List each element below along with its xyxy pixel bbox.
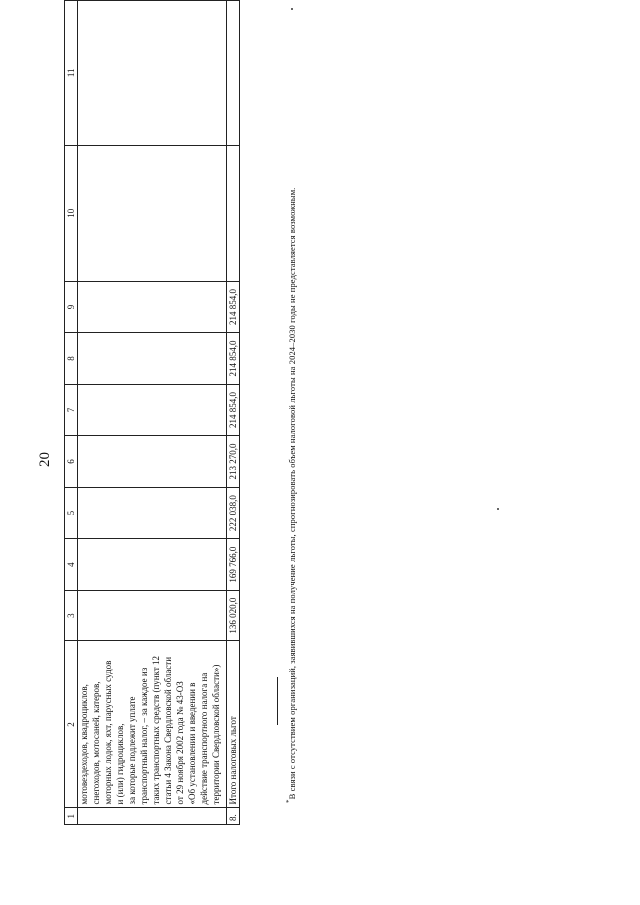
- description-line: статьи 4 Закона Свердловской области: [163, 656, 173, 805]
- empty-cell: [78, 145, 227, 281]
- footnote-separator: [277, 677, 278, 725]
- total-value: 222 038,0: [227, 487, 240, 539]
- scan-speck: [497, 509, 499, 511]
- description-line: «Об установлении и введении в: [187, 682, 197, 805]
- empty-cell: [78, 333, 227, 385]
- column-number: 2: [65, 641, 78, 808]
- empty-cell: [78, 281, 227, 333]
- benefit-description: [78, 641, 227, 808]
- footnote-marker: *: [285, 799, 293, 803]
- description-line: за которые подлежит уплате: [127, 696, 137, 805]
- empty-cell: [78, 539, 227, 591]
- footnote-text: В связи с отсутствием организаций, заявившихся на получение льготы, спрогнозировать объем налоговой льготы на 2024–2030 годы не представляется возможным.: [286, 187, 297, 800]
- column-number: 3: [65, 590, 78, 641]
- column-number: 9: [65, 281, 78, 333]
- column-number: 10: [65, 145, 78, 281]
- description-line: мотовездеходов, квадроциклов,: [79, 684, 89, 805]
- empty-cell: [78, 1, 227, 146]
- total-value: 169 766,0: [227, 539, 240, 591]
- column-number: 7: [65, 384, 78, 436]
- total-value: 214 854,0: [227, 281, 240, 333]
- column-number: 1: [65, 808, 78, 825]
- description-line: транспортный налог, – за каждое из: [139, 667, 149, 805]
- total-label: Итого налоговых льгот: [227, 641, 240, 808]
- total-row: [227, 1, 240, 825]
- row-number-cell: 8.: [227, 808, 240, 825]
- page-number: 20: [37, 452, 53, 467]
- empty-cell: [78, 384, 227, 436]
- description-line: и (или) гидроциклов,: [115, 723, 125, 805]
- total-value: 136 020,0: [227, 590, 240, 641]
- column-number: 6: [65, 436, 78, 488]
- description-line: моторных лодок, яхт, парусных судов: [103, 660, 113, 805]
- tax-benefits-table: [64, 0, 240, 825]
- description-line: таких транспортных средств (пункт 12: [151, 655, 161, 805]
- description-line: снегоходов, мотосаней, катеров,: [91, 681, 101, 805]
- total-value: 213 270,0: [227, 436, 240, 488]
- empty-cell: [78, 590, 227, 641]
- empty-cell: [78, 436, 227, 488]
- column-number: 8: [65, 333, 78, 385]
- total-value: 214 854,0: [227, 384, 240, 436]
- description-line: от 29 ноября 2002 года № 43-ОЗ: [175, 681, 185, 805]
- total-value: [227, 145, 240, 281]
- total-value: [227, 1, 240, 146]
- table-header-row: [65, 1, 78, 825]
- scan-speck: [291, 9, 293, 11]
- description-line: территории Свердловской области»): [211, 664, 221, 805]
- row-number-cell: [78, 808, 227, 825]
- total-value: 214 854,0: [227, 333, 240, 385]
- column-number: 4: [65, 539, 78, 591]
- description-line: действие транспортного налога на: [199, 672, 209, 805]
- empty-cell: [78, 487, 227, 539]
- column-number: 11: [65, 1, 78, 146]
- column-number: 5: [65, 487, 78, 539]
- table-row: [78, 1, 227, 825]
- footnote: [283, 83, 299, 803]
